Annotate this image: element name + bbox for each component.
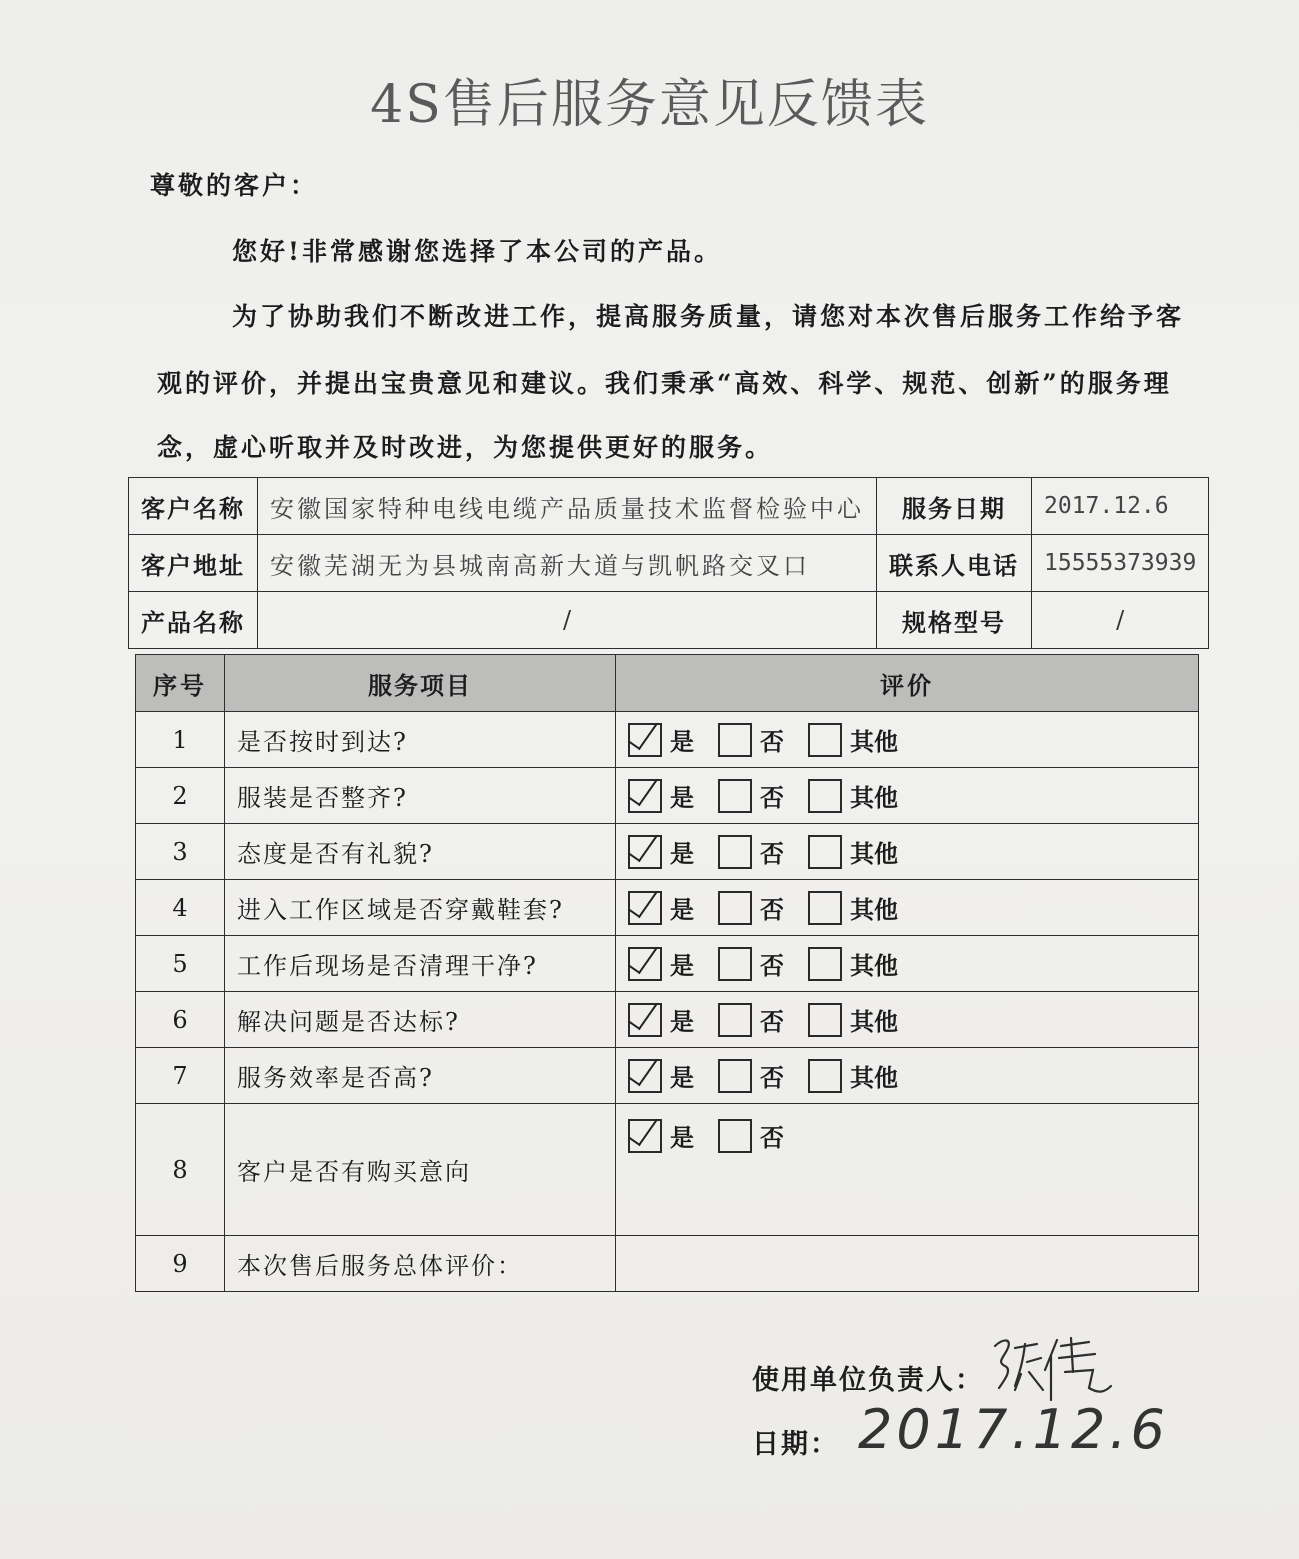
option-yes[interactable] xyxy=(628,1002,694,1037)
customer-name-value: 安徽国家特种电线电缆产品质量技术监督检验中心 xyxy=(258,478,877,535)
row-question: 工作后现场是否清理干净? xyxy=(225,936,616,992)
row-number: 3 xyxy=(136,824,225,880)
option-label: 其他 xyxy=(850,1007,898,1036)
address-value: 安徽芜湖无为县城南高新大道与凯帆路交叉口 xyxy=(258,535,877,592)
row-question: 进入工作区域是否穿戴鞋套? xyxy=(225,880,616,936)
header-item: 服务项目 xyxy=(225,655,616,712)
option-no[interactable] xyxy=(718,946,784,981)
row-question: 服装是否整齐? xyxy=(225,768,616,824)
option-label: 否 xyxy=(760,783,784,812)
greeting: 尊敬的客户： xyxy=(150,171,319,200)
form-title: 4S售后服务意见反馈表 xyxy=(370,75,929,135)
option-label: 否 xyxy=(760,727,784,756)
option-yes[interactable] xyxy=(628,834,694,869)
option-label: 否 xyxy=(760,1123,784,1152)
checked-checkbox[interactable] xyxy=(628,723,662,757)
row-evaluation xyxy=(616,712,1199,768)
row-evaluation xyxy=(616,1236,1199,1292)
checkbox[interactable] xyxy=(808,1059,842,1093)
header-eval: 评价 xyxy=(616,655,1199,712)
option-label: 是 xyxy=(670,1123,694,1152)
checked-checkbox[interactable] xyxy=(628,835,662,869)
row-evaluation xyxy=(616,880,1199,936)
date-label: 日期： xyxy=(752,1429,839,1460)
row-question: 客户是否有购买意向 xyxy=(225,1104,616,1236)
checkbox[interactable] xyxy=(808,947,842,981)
model-label: 规格型号 xyxy=(877,592,1032,649)
responsible-label: 使用单位负责人： xyxy=(752,1365,984,1396)
checkbox[interactable] xyxy=(718,723,752,757)
row-question: 态度是否有礼貌? xyxy=(225,824,616,880)
product-value: / xyxy=(258,592,877,649)
evaluation-options xyxy=(628,1002,1186,1037)
option-yes[interactable] xyxy=(628,946,694,981)
option-no[interactable] xyxy=(718,1002,784,1037)
evaluation-table xyxy=(135,654,1199,1292)
option-other[interactable] xyxy=(808,946,898,981)
option-other[interactable] xyxy=(808,1058,898,1093)
row-number: 6 xyxy=(136,992,225,1048)
table-row xyxy=(136,768,1199,824)
evaluation-options xyxy=(628,946,1186,981)
handwritten-signature xyxy=(985,1328,1125,1408)
checkbox[interactable] xyxy=(718,891,752,925)
row-question: 是否按时到达? xyxy=(225,712,616,768)
option-label: 是 xyxy=(670,727,694,756)
info-row xyxy=(129,592,1209,649)
checked-checkbox[interactable] xyxy=(628,947,662,981)
phone-label: 联系人电话 xyxy=(877,535,1032,592)
checked-checkbox[interactable] xyxy=(628,1119,662,1153)
evaluation-options xyxy=(628,834,1186,869)
option-label: 是 xyxy=(670,839,694,868)
checked-checkbox[interactable] xyxy=(628,1059,662,1093)
option-label: 否 xyxy=(760,1063,784,1092)
checkbox[interactable] xyxy=(808,779,842,813)
option-other[interactable] xyxy=(808,1002,898,1037)
row-number: 5 xyxy=(136,936,225,992)
info-row xyxy=(129,535,1209,592)
evaluation-options xyxy=(628,722,1186,757)
row-number: 2 xyxy=(136,768,225,824)
option-no[interactable] xyxy=(718,1058,784,1093)
option-label: 是 xyxy=(670,895,694,924)
info-row xyxy=(129,478,1209,535)
option-label: 否 xyxy=(760,895,784,924)
customer-info-table xyxy=(128,477,1209,649)
customer-name-label: 客户名称 xyxy=(129,478,258,535)
evaluation-options xyxy=(628,1118,1186,1153)
service-date-value: 2017.12.6 xyxy=(1032,478,1209,535)
model-value: / xyxy=(1032,592,1209,649)
intro-line-1: 您好!非常感谢您选择了本公司的产品。 xyxy=(232,237,722,266)
row-question: 本次售后服务总体评价： xyxy=(225,1236,616,1292)
option-label: 其他 xyxy=(850,1063,898,1092)
checkbox[interactable] xyxy=(718,835,752,869)
table-row xyxy=(136,1104,1199,1236)
address-label: 客户地址 xyxy=(129,535,258,592)
checkbox[interactable] xyxy=(808,835,842,869)
option-label: 是 xyxy=(670,783,694,812)
row-evaluation xyxy=(616,768,1199,824)
row-evaluation xyxy=(616,824,1199,880)
product-label: 产品名称 xyxy=(129,592,258,649)
option-label: 是 xyxy=(670,1063,694,1092)
table-row xyxy=(136,1048,1199,1104)
header-seq: 序号 xyxy=(136,655,225,712)
option-other[interactable] xyxy=(808,722,898,757)
option-label: 否 xyxy=(760,839,784,868)
option-label: 其他 xyxy=(850,951,898,980)
checkbox[interactable] xyxy=(718,1003,752,1037)
option-no[interactable] xyxy=(718,778,784,813)
handwritten-date: 2017.12.6 xyxy=(858,1398,1169,1461)
table-header-row xyxy=(136,655,1199,712)
checkbox[interactable] xyxy=(718,947,752,981)
row-evaluation xyxy=(616,1104,1199,1236)
table-row xyxy=(136,824,1199,880)
row-question: 解决问题是否达标? xyxy=(225,992,616,1048)
table-row xyxy=(136,1236,1199,1292)
option-other[interactable] xyxy=(808,890,898,925)
checked-checkbox[interactable] xyxy=(628,779,662,813)
option-yes[interactable] xyxy=(628,1118,694,1153)
service-date-label: 服务日期 xyxy=(877,478,1032,535)
evaluation-options xyxy=(628,778,1186,813)
row-evaluation xyxy=(616,992,1199,1048)
row-number: 9 xyxy=(136,1236,225,1292)
option-label: 是 xyxy=(670,1007,694,1036)
checkbox[interactable] xyxy=(808,1003,842,1037)
option-other[interactable] xyxy=(808,834,898,869)
option-no[interactable] xyxy=(718,890,784,925)
row-number: 8 xyxy=(136,1104,225,1236)
option-no[interactable] xyxy=(718,722,784,757)
table-row xyxy=(136,936,1199,992)
checkbox[interactable] xyxy=(718,779,752,813)
option-label: 其他 xyxy=(850,839,898,868)
row-question: 服务效率是否高? xyxy=(225,1048,616,1104)
evaluation-options xyxy=(628,890,1186,925)
option-yes[interactable] xyxy=(628,722,694,757)
checkbox[interactable] xyxy=(808,723,842,757)
row-evaluation xyxy=(616,936,1199,992)
option-label: 其他 xyxy=(850,895,898,924)
option-no[interactable] xyxy=(718,1118,784,1153)
option-label: 其他 xyxy=(850,783,898,812)
checkbox[interactable] xyxy=(718,1119,752,1153)
option-label: 否 xyxy=(760,1007,784,1036)
option-label: 否 xyxy=(760,951,784,980)
row-number: 1 xyxy=(136,712,225,768)
option-yes[interactable] xyxy=(628,1058,694,1093)
option-label: 其他 xyxy=(850,727,898,756)
intro-line-4: 念，虚心听取并及时改进，为您提供更好的服务。 xyxy=(157,433,774,462)
evaluation-options xyxy=(628,1058,1186,1093)
option-no[interactable] xyxy=(718,834,784,869)
phone-value: 15555373939 xyxy=(1032,535,1209,592)
intro-line-2: 为了协助我们不断改进工作，提高服务质量，请您对本次售后服务工作给予客 xyxy=(232,302,1185,331)
table-row xyxy=(136,712,1199,768)
option-yes[interactable] xyxy=(628,778,694,813)
checkbox[interactable] xyxy=(718,1059,752,1093)
option-yes[interactable] xyxy=(628,890,694,925)
option-other[interactable] xyxy=(808,778,898,813)
table-row xyxy=(136,880,1199,936)
checked-checkbox[interactable] xyxy=(628,1003,662,1037)
option-label: 是 xyxy=(670,951,694,980)
row-evaluation xyxy=(616,1048,1199,1104)
row-number: 4 xyxy=(136,880,225,936)
table-row xyxy=(136,992,1199,1048)
intro-line-3: 观的评价，并提出宝贵意见和建议。我们秉承“高效、科学、规范、创新”的服务理 xyxy=(157,369,1172,398)
row-number: 7 xyxy=(136,1048,225,1104)
checkbox[interactable] xyxy=(808,891,842,925)
checked-checkbox[interactable] xyxy=(628,891,662,925)
